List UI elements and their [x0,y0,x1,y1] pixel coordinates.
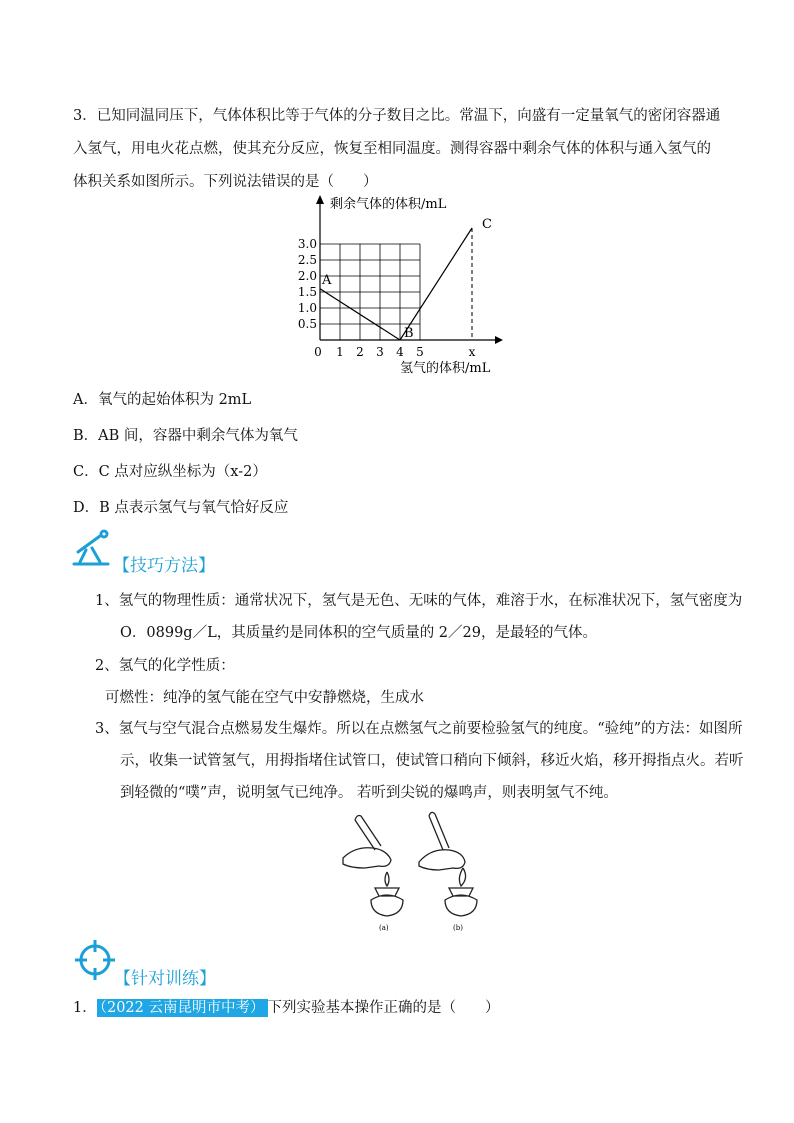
hand-a [343,848,391,868]
tip-2: 2、氢气的化学性质： [95,658,235,674]
tip-3-line-2: 示，收集一试管氢气，用拇指堵住试管口，使试管口稍向下倾斜，移近火焰，移开拇指点火。若听 [120,753,744,769]
option-d: D．B 点表示氢气与氧气恰好反应 [73,500,289,516]
option-b: B．AB 间，容器中剩余气体为氧气 [73,428,298,444]
x-tick-label: 5 [416,345,424,359]
x-tick-label: 3 [376,345,384,359]
line-chart [297,190,510,380]
q1-text: 下列实验基本操作正确的是（ ） [267,1000,500,1016]
tip-3-line-1: 3、氢气与空气混合点燃易发生爆炸。所以在点燃氢气之前要检验氢气的纯度。“验纯”的方法：如图所 [95,721,743,737]
chart-series [320,228,472,340]
tip-2-sub: 可燃性：纯净的氢气能在空气中安静燃烧，生成水 [105,690,424,706]
y-tick-label: 3.0 [297,237,317,251]
test-tube-b [429,812,449,850]
tips-title: 【技巧方法】 [113,556,215,576]
y-axis-label: 剩余气体的体积/mL [330,197,447,212]
purity-test-illustration [335,810,495,935]
burner-b [445,888,477,916]
point-labels [321,217,492,341]
figure-label-a: (a) [379,924,389,932]
training-title: 【针对训练】 [114,969,216,989]
x-tick-label: x [468,345,476,359]
training-q1 [73,996,500,1017]
y-tick-label: 2.0 [297,269,317,283]
point-label-b: B [404,326,414,341]
x-tick-label: 0 [314,345,322,359]
flame-b-icon [459,868,465,886]
figure-label-b: (b) [453,924,463,932]
option-a: A．氧气的起始体积为 2mL [73,392,252,408]
tip-3-line-3: 到轻微的“噗”声，说明氢气已纯净。 若听到尖锐的爆鸣声，则表明氢气不纯。 [120,785,618,801]
x-axis-label: 氢气的体积/mL [400,361,491,376]
x-axis-arrow [495,336,503,344]
test-tube-a [355,816,381,851]
point-label-a: A [322,272,332,288]
tip-1-line-1: 1、氢气的物理性质：通常状况下，氢气是无色、无味的气体，难溶于水，在标准状况下，氢气密度为 [95,593,743,609]
burner-a [371,888,403,916]
x-tick-label: 1 [336,345,344,359]
question-text: 已知同温同压下，气体体积比等于气体的分子数目之比。常温下，向盛有一定量氧气的密闭容器通入氢气，用电火花点燃，使其充分反应，恢复至相同温度。测得容器中剩余气体的体积与通入氢气的体积关系如图所示。下列说法错误的是（ ） [73,108,721,190]
telescope-icon [72,528,112,568]
tip-1-line-2: O．0899g／L，其质量约是同体积的空气质量的 2／29，是最轻的气体。 [120,625,597,641]
question-number: 3． [73,108,97,124]
question-3 [73,100,723,199]
hand-b [419,850,465,870]
y-tick-label: 1.5 [297,285,317,299]
y-tick-label: 2.5 [297,253,317,267]
flame-a-icon [385,872,389,886]
point-label-c: C [482,217,492,232]
q1-source-badge: （2022 云南昆明市中考） [97,999,268,1017]
target-icon [73,938,117,982]
option-c: C．C 点对应纵坐标为（x-2） [73,464,267,480]
segment-bc [400,228,472,340]
y-tick-labels [298,237,317,331]
y-tick-label: 0.5 [297,317,317,331]
x-tick-labels [314,345,475,359]
y-axis-arrow [316,195,324,204]
q1-number: 1． [73,1000,97,1016]
x-tick-label: 4 [396,345,404,359]
y-tick-label: 1.0 [297,301,317,315]
x-tick-label: 2 [356,345,364,359]
